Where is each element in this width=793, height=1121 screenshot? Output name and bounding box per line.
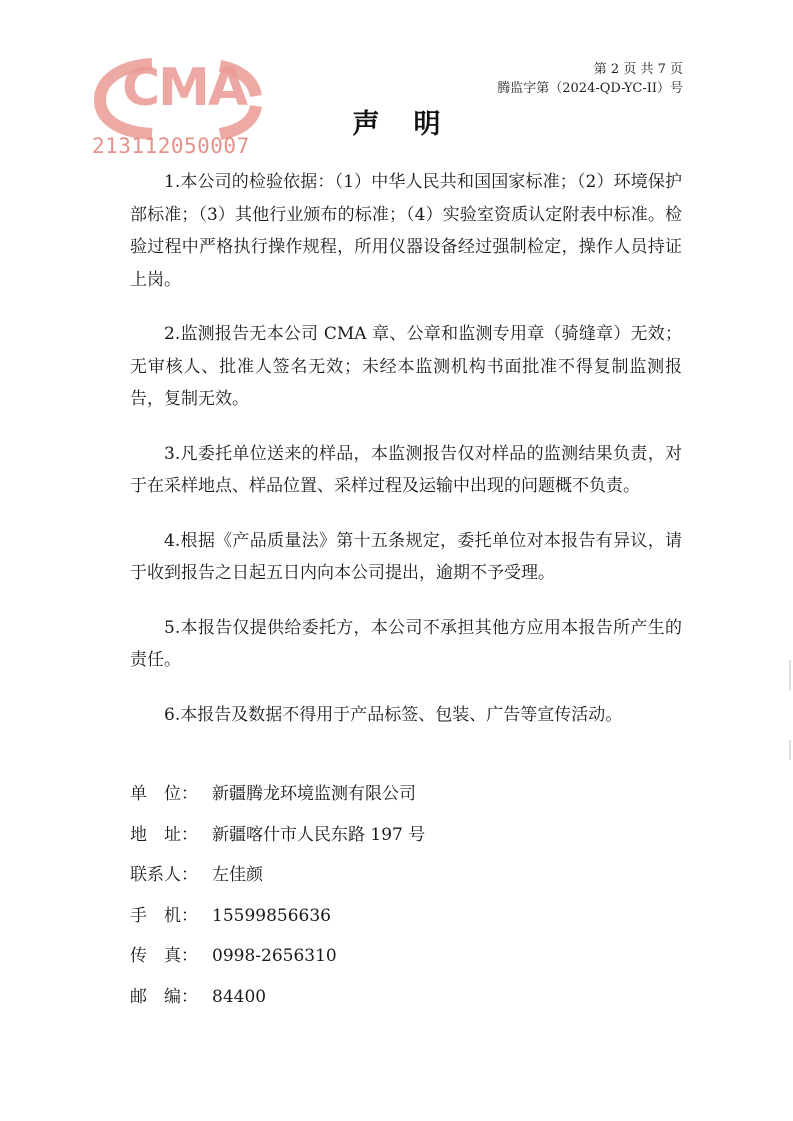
clause-4: 4.根据《产品质量法》第十五条规定，委托单位对本报告有异议，请于收到报告之日起五日内向本公司提出，逾期不予受理。	[130, 530, 682, 583]
declaration-clauses	[130, 166, 682, 731]
scan-edge-mark	[789, 740, 791, 760]
contact-info	[130, 779, 690, 1022]
contact-value: 15599856636	[212, 905, 331, 926]
scan-edge-mark	[789, 660, 791, 690]
contact-label: 联系人：	[130, 865, 198, 885]
contact-label: 传 真：	[130, 946, 198, 966]
contact-value: 新疆腾龙环境监测有限公司	[212, 784, 416, 804]
contact-value: 新疆喀什市人民东路 197 号	[212, 824, 426, 845]
page-header-info	[497, 60, 683, 98]
report-number: 腾监字第（2024-QD-YC-II）号	[497, 81, 683, 96]
contact-row-mobile	[130, 901, 690, 942]
contact-label: 单 位：	[130, 784, 198, 804]
clause-2: 2.监测报告无本公司 CMA 章、公章和监测专用章（骑缝章）无效；无审核人、批准人签名无效；未经本监测机构书面批准不得复制监测报告，复制无效。	[130, 324, 682, 409]
page-title: 声明	[352, 109, 475, 140]
cma-seal-letters: CMA	[122, 58, 247, 118]
page-count: 第 2 页 共 7 页	[593, 62, 683, 77]
contact-row-fax	[130, 941, 690, 982]
contact-label: 手 机：	[130, 905, 198, 926]
contact-value: 左佳颜	[212, 865, 263, 885]
contact-label: 邮 编：	[130, 986, 198, 1007]
clause-1: 1.本公司的检验依据：（1）中华人民共和国国家标准；（2）环境保护部标准；（3）其他行业颁布的标准；（4）实验室资质认定附表中标准。检验过程中严格执行操作规程，所用仪器设备经过强制检定，操作人员持证上岗。	[130, 172, 682, 290]
contact-label: 地 址：	[130, 824, 198, 845]
clause-5: 5.本报告仅提供给委托方，本公司不承担其他方应用本报告所产生的责任。	[130, 617, 682, 670]
clause-3: 3.凡委托单位送来的样品，本监测报告仅对样品的监测结果负责，对于在采样地点、样品位置、采样过程及运输中出现的问题概不负责。	[130, 443, 682, 496]
clause-6: 6.本报告及数据不得用于产品标签、包装、广告等宣传活动。	[164, 704, 623, 725]
contact-value: 84400	[212, 986, 267, 1007]
contact-row-person	[130, 860, 690, 901]
contact-row-address	[130, 820, 690, 861]
contact-row-postcode	[130, 982, 690, 1023]
contact-value: 0998-2656310	[212, 946, 337, 966]
contact-row-company	[130, 779, 690, 820]
cma-certificate-number: 213112050007	[92, 134, 250, 158]
